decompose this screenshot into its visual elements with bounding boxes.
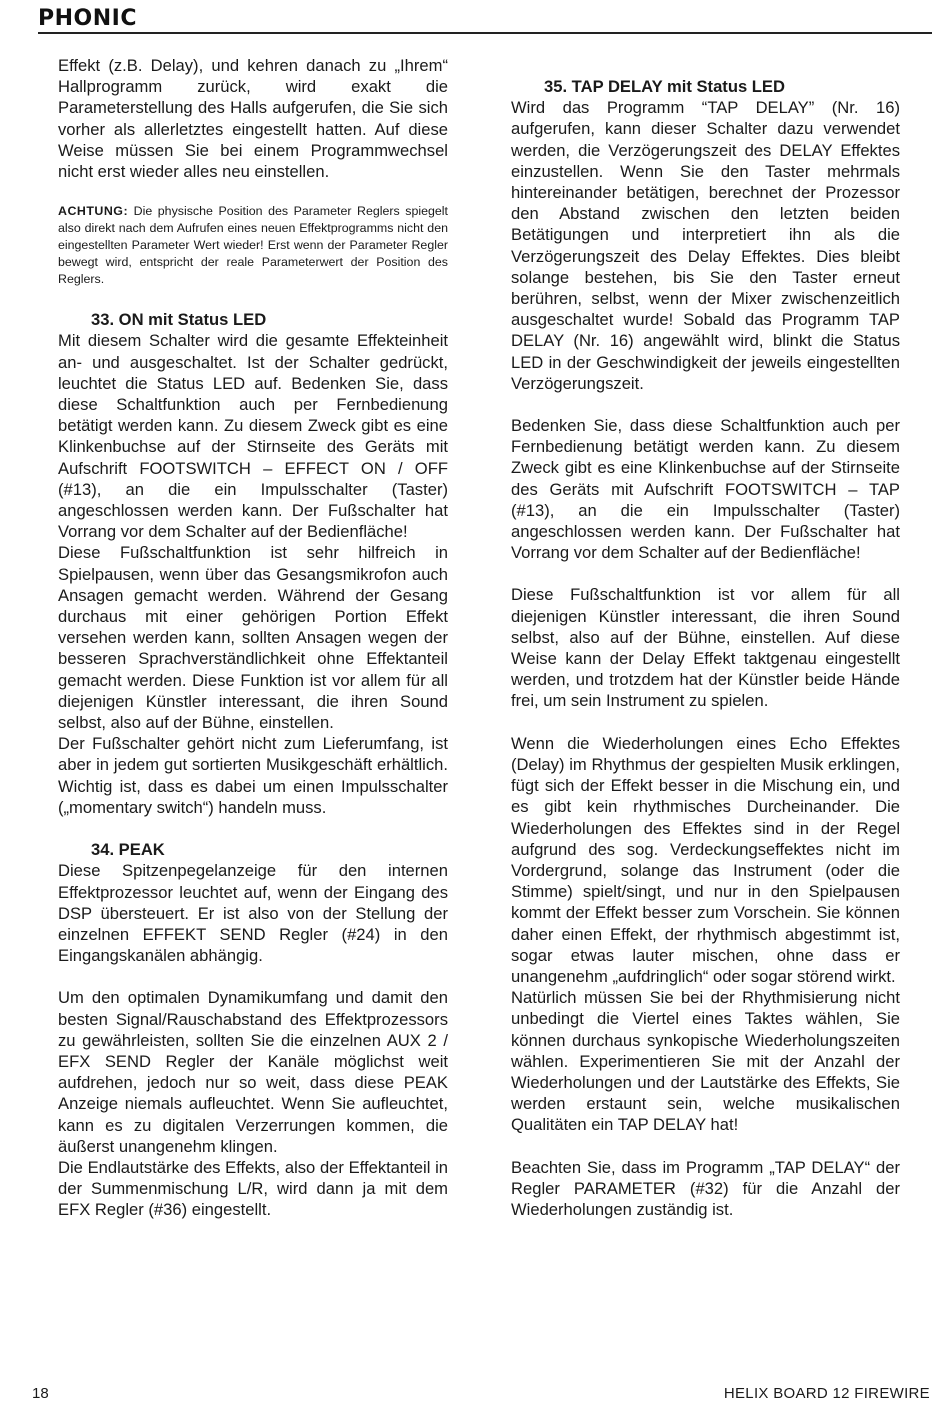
- section-35-paragraph-2: Bedenken Sie, dass diese Schaltfunktion auch per Fernbedienung betätigt werden kann. Zu diesem Zweck gibt es eine Klinkenbuchse auf der Stirnseite des Geräts mit Aufschrift FOOTSWITCH – TAP (#13), an die ein Impulsschalter (Taster) angeschlossen werden kann. Der Fußschalter hat Vorrang vor dem Schalter auf der Bedienfläche!: [511, 416, 900, 563]
- right-column: [511, 76, 900, 1220]
- section-33-paragraph-1: Mit diesem Schalter wird die gesamte Effekteinheit an- und ausgeschaltet. Ist der Schalter gedrückt, leuchtet die Status LED auf. Bedenken Sie, dass diese Schaltfunktion auch per Fernbedienung betätigt werden kann. Zu diesem Zweck gibt es eine Klinkenbuchse auf der Stirnseite des Geräts mit Aufschrift FOOTSWITCH – EFFECT ON / OFF (#13), an die ein Impulsschalter (Taster) angeschlossen werden kann. Der Fußschalter hat Vorrang vor dem Schalter auf der Bedienfläche!: [58, 331, 448, 542]
- page-number: 18: [32, 1385, 49, 1402]
- section-33-paragraph-3: Der Fußschalter gehört nicht zum Lieferumfang, ist aber in jedem gut sortierten Musikgeschäft erhältlich. Wichtig ist, dass es dabei um einen Impulsschalter („momentary switch“) handeln muss.: [58, 734, 448, 817]
- brand-logo: PHONIC: [38, 6, 137, 31]
- intro-paragraph: Effekt (z.B. Delay), und kehren danach zu „Ihrem“ Hallprogramm zurück, wird exakt die Parameterstellung des Halls aufgerufen, die Sie sich vorher als allerletztes eingestellt hatten. Auf diese Weise müssen Sie bei einem Programmwechsel nicht erst wieder alles neu einstellen.: [58, 56, 448, 182]
- left-column: [58, 55, 448, 1221]
- section-33-heading: 33. ON mit Status LED: [91, 310, 267, 330]
- section-34-paragraph-1: Diese Spitzenpegelanzeige für den internen Effektprozessor leuchtet auf, wenn der Eingang des DSP übersteuert. Er ist also von der Stellung der einzelnen EFFEKT SEND Regler (#24) in den Eingangskanälen abhängig.: [58, 861, 448, 966]
- section-35-paragraph-6: Beachten Sie, dass im Programm „TAP DELAY“ der Regler PARAMETER (#32) für die Anzahl der Wiederholungen zuständig ist.: [511, 1157, 900, 1219]
- section-35-paragraph-4: Wenn die Wiederholungen eines Echo Effektes (Delay) im Rhythmus der gespielten Musik erklingen, fügt sich der Effekt besser in die Mischung ein, und es gibt kein rhythmisches Durcheinander. Die Wiederholungen des Effektes sind in der Regel aufgrund des sog. Verdeckungseffektes nicht im Vordergrund, solange das Instrument (oder die Stimme) spielt/singt, und nur in den Spielpausen kommt der Effekt besser zum Vorschein. Sie können daher einen Effekt, der rhythmisch abgestimmt ist, sogar etwas lauter mischen, ohne dass er unangenehm „aufdringlich“ oder sogar störend wirkt.: [511, 733, 900, 986]
- product-name: HELIX BOARD 12 FIREWIRE: [723, 1385, 930, 1402]
- section-35-paragraph-5: Natürlich müssen Sie bei der Rhythmisierung nicht unbedingt die Viertel eines Taktes wählen, Sie können durchaus synkopische Wiederholungszeiten wählen. Experimentieren Sie mit der Anzahl der Wiederholungen und der Lautstärke des Effekts, Sie werden erstaunt sein, welche musikalischen Qualitäten ein TAP DELAY hat!: [511, 988, 900, 1135]
- section-34-heading: 34. PEAK: [91, 840, 165, 860]
- section-35-paragraph-1: Wird das Programm “TAP DELAY” (Nr. 16) aufgerufen, kann dieser Schalter dazu verwendet werden, die Verzögerungszeit des DELAY Effektes einzustellen. Wenn Sie den Taster mehrmals hintereinander betätigen, berechnet der Prozessor den Abstand zwischen den letzten beiden Betätigungen und interpretiert ihn als die Verzögerungszeit des Delay Effektes. Dies bleibt solange bestehen, bis Sie den Taster erneut berühren, selbst, wenn der Mixer zwischenzeitlich ausgeschaltet wurde! Sobald das Programm TAP DELAY (Nr. 16) angewählt wird, blinkt die Status LED in der Geschwindigkeit der jeweils eingestellten Verzögerungszeit.: [511, 98, 900, 393]
- section-34-paragraph-2: Um den optimalen Dynamikumfang und damit den besten Signal/Rauschabstand des Effektprozessors zu gewährleisten, sollten Sie die einzelnen AUX 2 / EFX SEND Regler der Kanäle möglichst weit aufdrehen, jedoch nur so weit, dass diese PEAK Anzeige niemals aufleuchtet. Wenn Sie aufleuchtet, kann es zu digitalen Verzerrungen kommen, die äußerst unangenehm klingen.: [58, 988, 448, 1156]
- section-35-heading: 35. TAP DELAY mit Status LED: [544, 77, 785, 96]
- section-33-paragraph-2: Diese Fußschaltfunktion ist sehr hilfreich in Spielpausen, wenn über das Gesangsmikrofon auch Ansagen gemacht werden. Während der Gesang durchaus mit einer gehörigen Portion Effekt versehen werden kann, sollten Ansagen wegen der besseren Sprachverständlichkeit ohne Effektanteil gemacht werden. Diese Funktion ist vor allem für all diejenigen Künstler interessant, die ihren Sound selbst, also auf der Bühne, einstellen.: [58, 543, 448, 733]
- header-divider: [38, 32, 932, 34]
- warning-text: Die physische Position des Parameter Reglers spiegelt also direkt nach dem Aufrufen eines neuen Effektprogramms nicht den eingestellten Parameter Wert wieder! Erst wenn der Parameter Regler bewegt wird, entspricht der reale Parameterwert der Position des Reglers.: [58, 204, 448, 287]
- section-35-paragraph-3: Diese Fußschaltfunktion ist vor allem für all diejenigen Künstler interessant, die ihren Sound selbst, also auf der Bühne, einstellen. Auf diese Weise kann der Delay Effekt taktgenau eingestellt werden, und trotzdem hat der Künstler beide Hände frei, um sein Instrument zu spielen.: [511, 585, 900, 711]
- section-34-paragraph-3: Die Endlautstärke des Effekts, also der Effektanteil in der Summenmischung L/R, wird dann ja mit dem EFX Regler (#36) eingestellt.: [58, 1157, 448, 1220]
- warning-note: [58, 203, 448, 288]
- warning-label: ACHTUNG:: [58, 204, 129, 219]
